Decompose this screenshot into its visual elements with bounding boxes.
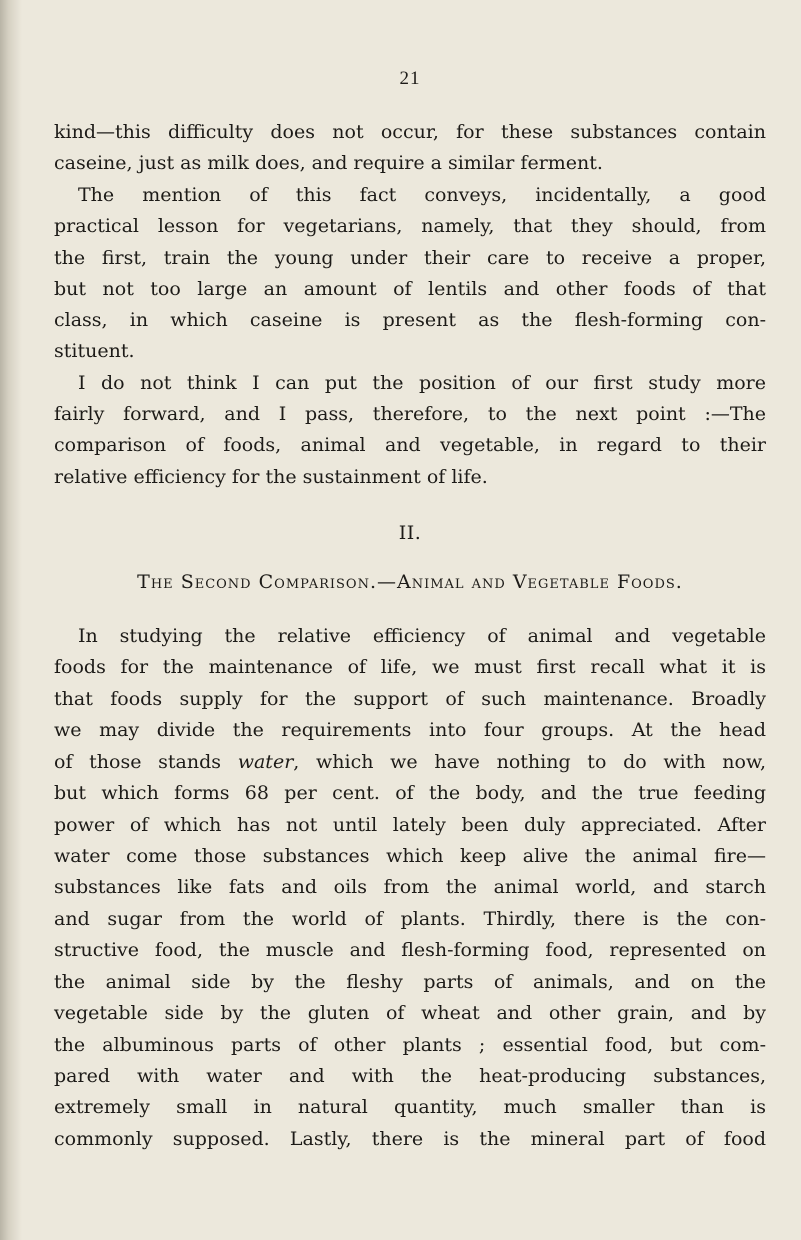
- text-line: kind—this difficulty does not occur, for these substances contain: [54, 121, 766, 143]
- text-line: the first, train the young under their care to receive a proper,: [54, 247, 766, 269]
- text-line: pared with water and with the heat-producing substances,: [54, 1065, 766, 1087]
- section-number: II.: [398, 522, 422, 544]
- text-line: but which forms 68 per cent. of the body, and the true feeding: [54, 782, 766, 804]
- text-line: extremely small in natural quantity, much smaller than is: [54, 1096, 766, 1118]
- text-line: class, in which caseine is present as the flesh-forming con-: [54, 309, 766, 331]
- text-line: we may divide the requirements into four groups. At the head: [54, 719, 766, 741]
- text-line: substances like fats and oils from the animal world, and starch: [54, 876, 766, 898]
- text-line: power of which has not until lately been duly appreciated. After: [54, 814, 766, 836]
- text-fragment: of those stands: [54, 751, 238, 773]
- text-line: foods for the maintenance of life, we must first recall what it is: [54, 656, 766, 678]
- binding-shadow: [0, 0, 22, 1240]
- text-line: fairly forward, and I pass, therefore, to the next point :—The: [54, 403, 766, 425]
- text-line: comparison of foods, animal and vegetable, in regard to their: [54, 434, 766, 456]
- text-line: In studying the relative efficiency of animal and vegetable: [78, 625, 766, 647]
- text-line: caseine, just as milk does, and require a similar ferment.: [54, 152, 603, 174]
- text-fragment: , which we have nothing to do with now,: [293, 751, 766, 773]
- page-number: 21: [399, 68, 421, 89]
- text-line: the animal side by the fleshy parts of animals, and on the: [54, 971, 766, 993]
- text-line: and sugar from the world of plants. Thirdly, there is the con-: [54, 908, 766, 930]
- text-line: I do not think I can put the position of our first study more: [78, 372, 766, 394]
- emphasis-word: water: [237, 751, 294, 773]
- text-line: practical lesson for vegetarians, namely, that they should, from: [54, 215, 766, 237]
- text-line: water come those substances which keep alive the animal fire—: [54, 845, 766, 867]
- text-line: but not too large an amount of lentils and other foods of that: [54, 278, 766, 300]
- text-line: The mention of this fact conveys, incidentally, a good: [78, 184, 766, 206]
- section-title: The Second Comparison.—Animal and Vegetable Foods.: [137, 571, 683, 593]
- text-line: structive food, the muscle and flesh-forming food, represented on: [54, 939, 766, 961]
- text-line: the albuminous parts of other plants ; essential food, but com-: [54, 1034, 766, 1056]
- text-line: relative efficiency for the sustainment of life.: [54, 466, 488, 488]
- text-line: that foods supply for the support of such maintenance. Broadly: [54, 688, 766, 710]
- text-line: vegetable side by the gluten of wheat and other grain, and by: [54, 1002, 766, 1024]
- text-line: commonly supposed. Lastly, there is the mineral part of food: [54, 1128, 766, 1150]
- text-line: stituent.: [54, 340, 135, 362]
- text-line-mixed: [54, 748, 766, 776]
